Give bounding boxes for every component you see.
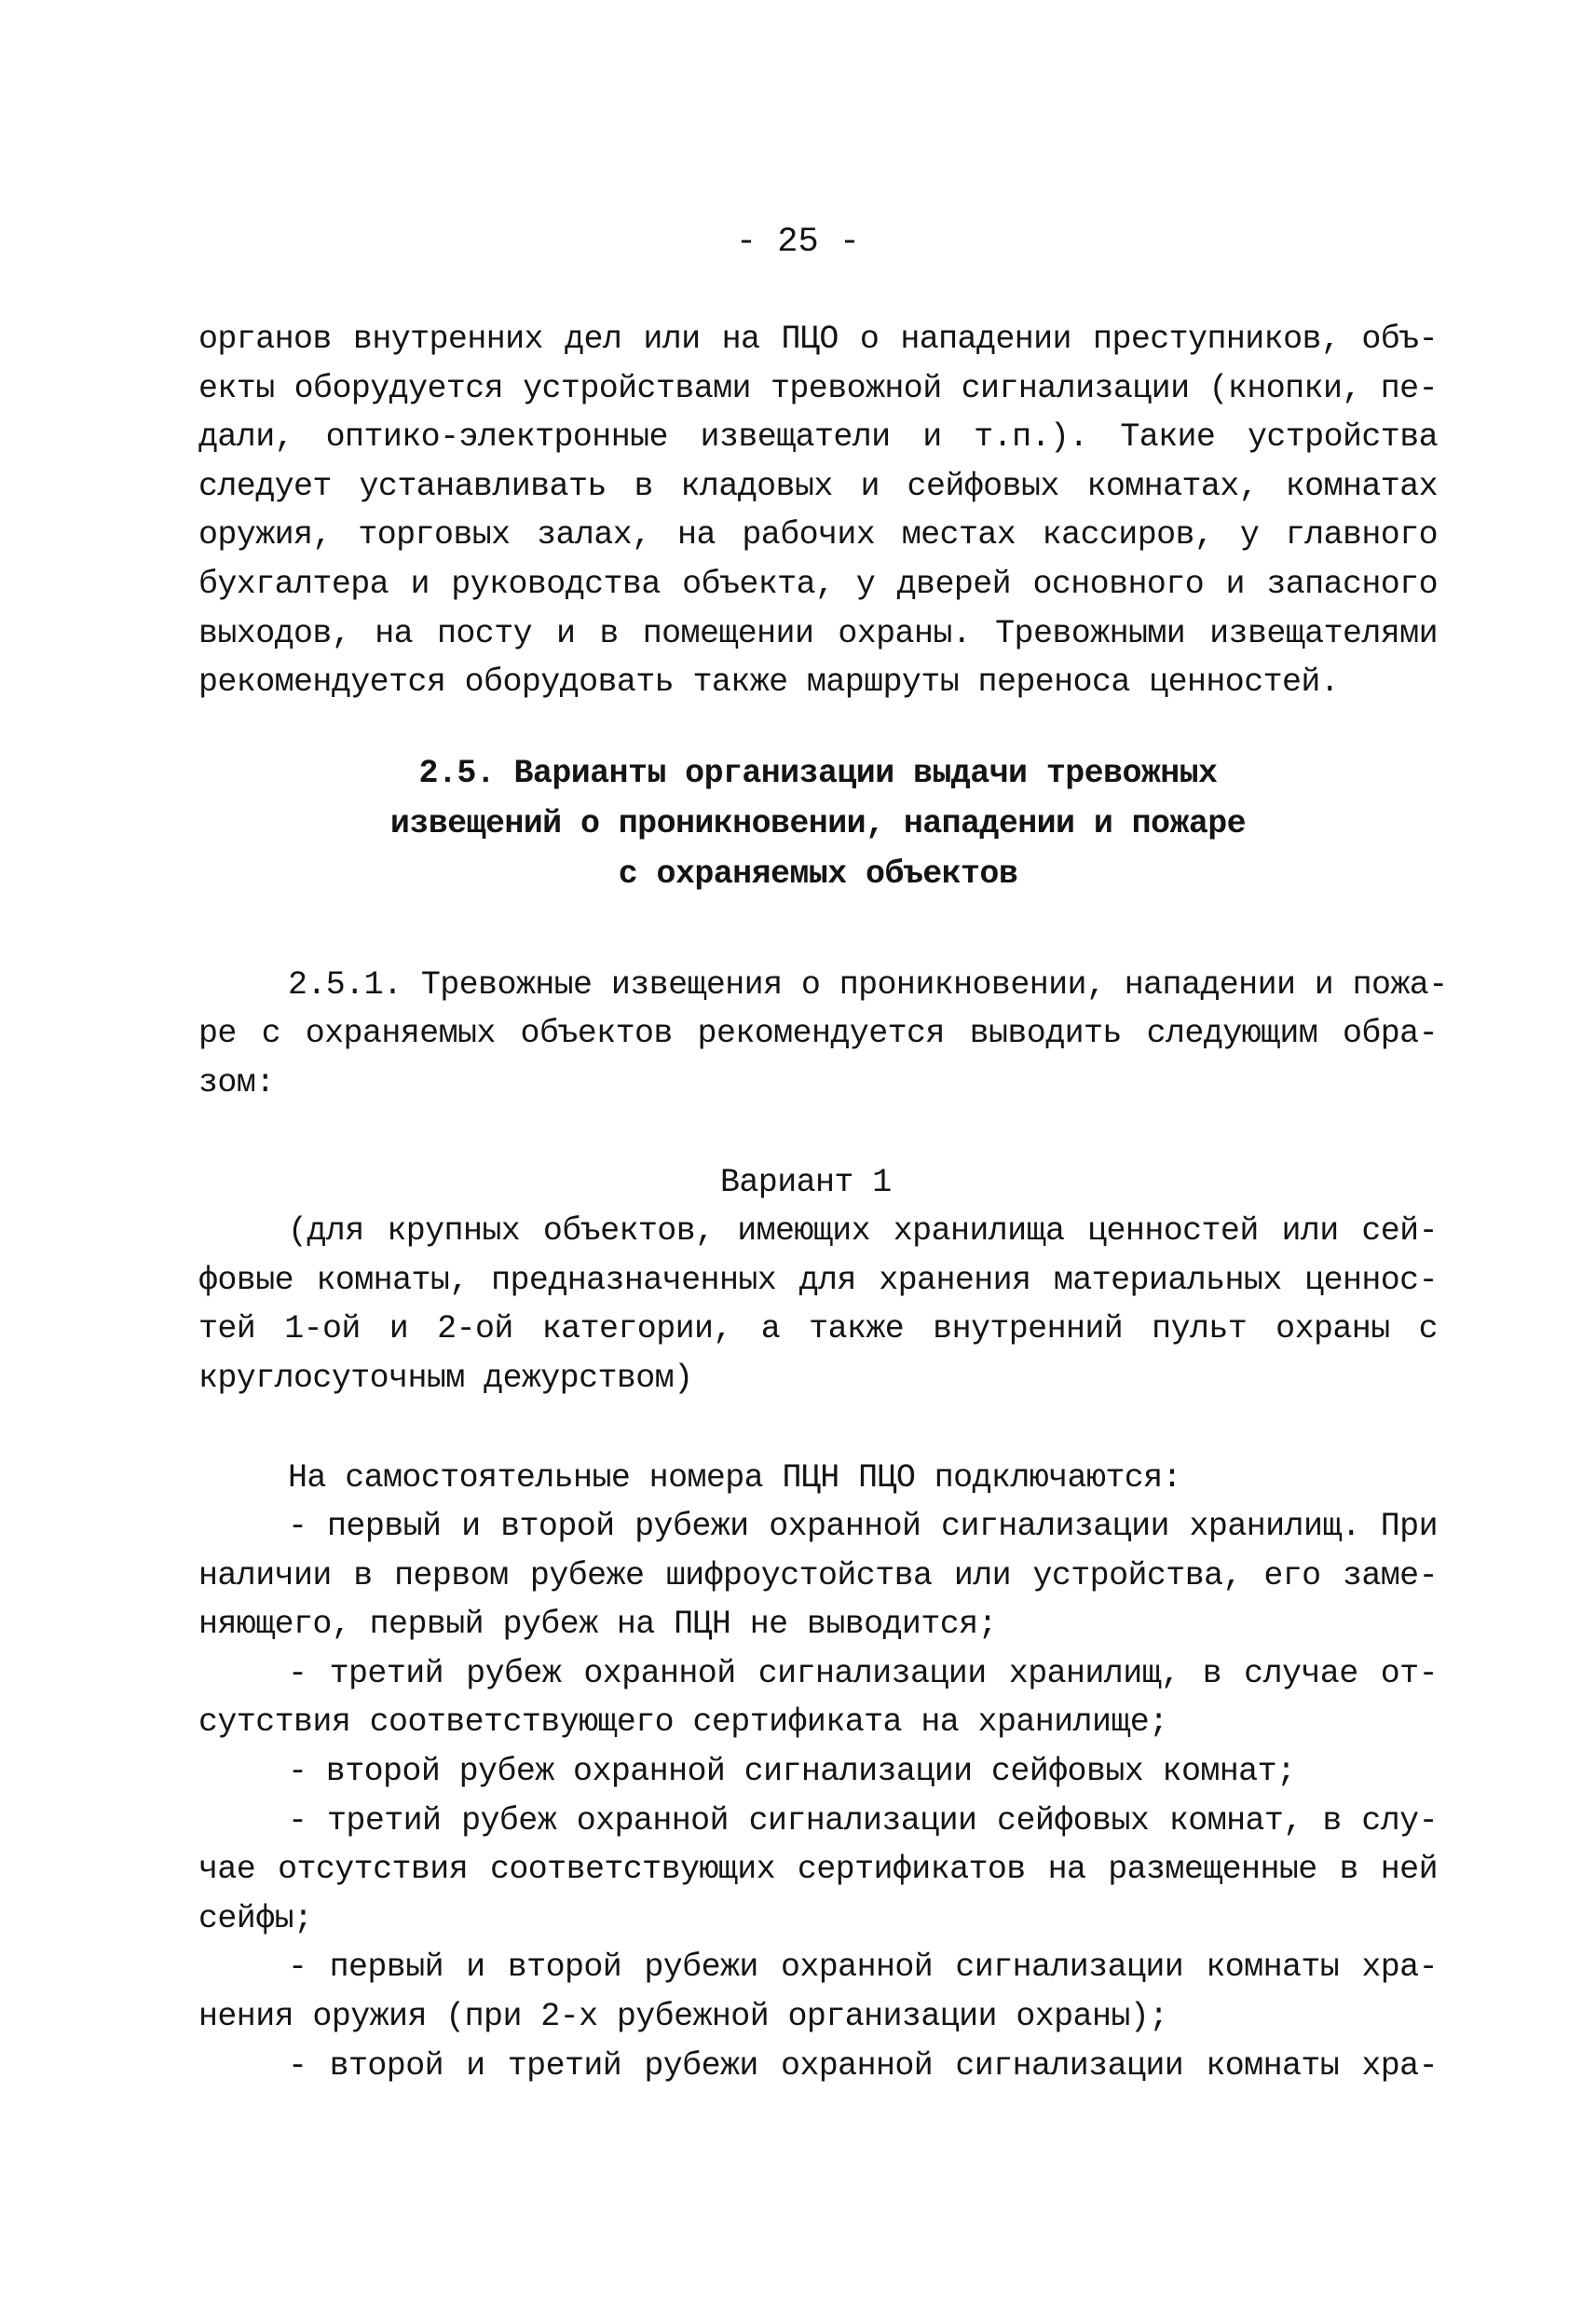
page-content: [198, 315, 1448, 2090]
text-line: нения оружия (при 2-х рубежной организации охраны);: [198, 1998, 1168, 2036]
text-line: наличии в первом рубеже шифроустойства или устройства, его заме-: [198, 1556, 1438, 1594]
text-line: екты оборудуется устройствами тревожной сигнализации (кнопки, пе-: [198, 369, 1438, 407]
text-line: 2.5.1. Тревожные извещения о проникновении, нападении и пожа-: [288, 965, 1448, 1004]
list-item: [198, 2042, 1438, 2091]
text-line: органов внутренних дел или на ПЦО о нападении преступников, объ-: [198, 321, 1438, 358]
text-line: няющего, первый рубеж на ПЦН не выводится;: [198, 1606, 997, 1644]
text-line: чае отсутствия соответствующих сертификатов на размещенные в ней: [198, 1851, 1438, 1889]
text-line: сейфы;: [198, 1899, 313, 1937]
list-item: [198, 1502, 1438, 1649]
text-line: выходов, на посту и в помещении охраны. Тревожными извещателями: [198, 614, 1438, 652]
text-line: дали, оптико-электронные извещатели и т.п.). Такие устройства: [198, 418, 1438, 457]
text-line: (для крупных объектов, имеющих хранилища ценностей или сей-: [288, 1212, 1438, 1251]
variant-title: Вариант 1: [720, 1163, 892, 1201]
section-heading: [198, 748, 1438, 899]
text-line: зом:: [198, 1063, 275, 1101]
text-line: тей 1-ой и 2-ой категории, а также внутренний пульт охраны с: [198, 1310, 1438, 1348]
text-line: - третий рубеж охранной сигнализации сейфовых комнат, в слу-: [288, 1801, 1438, 1839]
text-line: рекомендуется оборудовать также маршруты переноса ценностей.: [198, 663, 1340, 702]
text-line: круглосуточным дежурством): [198, 1359, 693, 1397]
intro-paragraph: [198, 315, 1438, 707]
list-item: [198, 1797, 1438, 1944]
variant-description: [198, 1207, 1438, 1402]
text-line: - первый и второй рубежи охранной сигнализации комнаты хра-: [288, 1949, 1438, 1987]
text-line: - второй рубеж охранной сигнализации сейфовых комнат;: [288, 1753, 1296, 1791]
list-item: [198, 1747, 1438, 1797]
section-heading-line: 2.5. Варианты организации выдачи тревожных: [418, 754, 1218, 792]
list-item: [198, 1943, 1438, 2041]
text-line: оружия, торговых залах, на рабочих местах кассиров, у главного: [198, 516, 1438, 554]
list-item: [198, 1649, 1438, 1747]
text-line: - второй и третий рубежи охранной сигнализации комнаты хра-: [288, 2046, 1438, 2085]
section-heading-line: с охраняемых объектов: [618, 855, 1018, 893]
text-line: сутствия соответствующего сертификата на хранилище;: [198, 1703, 1168, 1742]
text-line: фовые комнаты, предназначенных для хранения материальных ценнос-: [198, 1261, 1438, 1299]
text-line: бухгалтера и руководства объекта, у дверей основного и запасного: [198, 565, 1438, 603]
paragraph-2-5-1: [198, 961, 1448, 1108]
text-line: ре с охраняемых объектов рекомендуется выводить следующим обра-: [198, 1015, 1438, 1053]
connection-list: [198, 1502, 1438, 2090]
text-line: - третий рубеж охранной сигнализации хранилищ, в случае от-: [288, 1654, 1438, 1692]
text-line: - первый и второй рубежи охранной сигнализации хранилищ. При: [288, 1508, 1438, 1546]
section-heading-line: извещений о проникновении, нападении и пожаре: [389, 804, 1247, 842]
text-line: следует устанавливать в кладовых и сейфовых комнатах, комнатах: [198, 467, 1438, 505]
connection-intro: На самостоятельные номера ПЦН ПЦО подключаются:: [288, 1458, 1181, 1497]
page-number: - 25 -: [735, 223, 861, 262]
